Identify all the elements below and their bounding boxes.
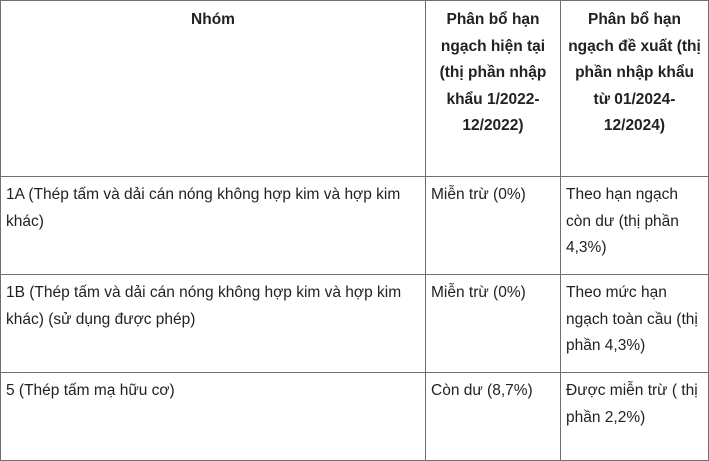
cell-group: 1B (Thép tấm và dải cán nóng không hợp kim và hợp kim khác) (sử dụng được phép) <box>1 275 426 373</box>
table-row <box>1 373 709 461</box>
cell-proposed: Theo hạn ngạch còn dư (thị phần 4,3%) <box>561 177 709 275</box>
cell-group: 5 (Thép tấm mạ hữu cơ) <box>1 373 426 461</box>
header-current-allocation: Phân bổ hạn ngạch hiện tại (thị phần nhập khẩu 1/2022-12/2022) <box>426 1 561 177</box>
table-header-row <box>1 1 709 177</box>
header-proposed-allocation: Phân bổ hạn ngạch đề xuất (thị phần nhập khẩu từ 01/2024-12/2024) <box>561 1 709 177</box>
cell-current: Miễn trừ (0%) <box>426 275 561 373</box>
cell-group: 1A (Thép tấm và dải cán nóng không hợp kim và hợp kim khác) <box>1 177 426 275</box>
header-group: Nhóm <box>1 1 426 177</box>
table-row <box>1 177 709 275</box>
cell-proposed: Theo mức hạn ngạch toàn cầu (thị phần 4,3%) <box>561 275 709 373</box>
table-row <box>1 275 709 373</box>
cell-current: Còn dư (8,7%) <box>426 373 561 461</box>
cell-current: Miễn trừ (0%) <box>426 177 561 275</box>
cell-proposed: Được miễn trừ ( thị phần 2,2%) <box>561 373 709 461</box>
